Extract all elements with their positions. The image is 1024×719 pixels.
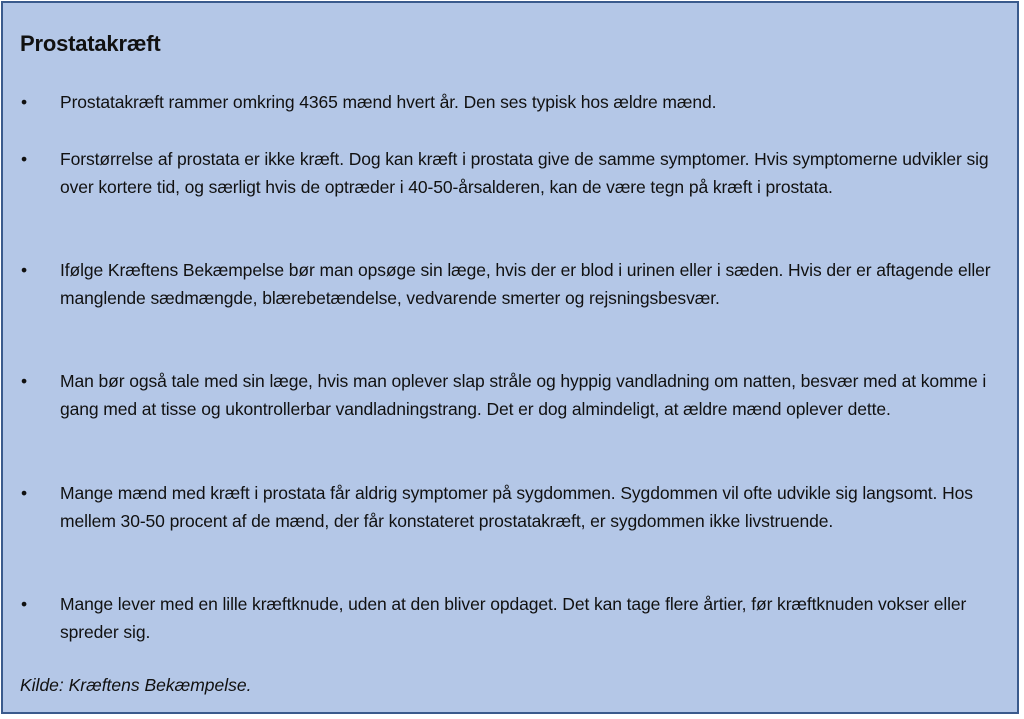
bullet-text: Forstørrelse af prostata er ikke kræft. Dog kan kræft i prostata give de samme symptomer. Hvis symptomerne udvikler sig over kortere tid, og særligt hvis de optræder i 40-50-årsalderen, kan de være tegn på kræft i prostata. [60, 149, 989, 197]
bullet-text: Mange mænd med kræft i prostata får aldrig symptomer på sygdommen. Sygdommen vil ofte udvikle sig langsomt. Hos mellem 30-50 procent af de mænd, der får konstateret prostatakræft, er sygdommen ikke livstruende. [60, 483, 973, 531]
box-title: Prostatakræft [20, 31, 161, 56]
bullet-dot-icon: • [21, 260, 28, 280]
bullet-dot-icon: • [21, 483, 28, 503]
bullet-text: Ifølge Kræftens Bekæmpelse bør man opsøge sin læge, hvis der er blod i urinen eller i sæden. Hvis der er aftagende eller manglende sædmængde, blærebetændelse, vedvarende smerter og rejsningsbesvær. [60, 260, 991, 308]
info-box [1, 1, 1019, 714]
bullet-dot-icon: • [21, 149, 28, 169]
bullet-text: Mange lever med en lille kræftknude, uden at den bliver opdaget. Det kan tage flere årtier, før kræftknuden vokser eller spreder sig. [60, 594, 967, 642]
bullet-dot-icon: • [21, 371, 28, 391]
bullet-text: Man bør også tale med sin læge, hvis man oplever slap stråle og hyppig vandladning om natten, besvær med at komme i gang med at tisse og ukontrollerbar vandladningstrang. Det er dog almindeligt, at ældre mænd oplever dette. [60, 371, 987, 419]
bullet-dot-icon: • [21, 92, 28, 112]
bullet-dot-icon: • [21, 594, 28, 614]
bullet-text: Prostatakræft rammer omkring 4365 mænd hvert år. Den ses typisk hos ældre mænd. [60, 92, 717, 112]
source-citation: Kilde: Kræftens Bekæmpelse. [20, 675, 252, 695]
